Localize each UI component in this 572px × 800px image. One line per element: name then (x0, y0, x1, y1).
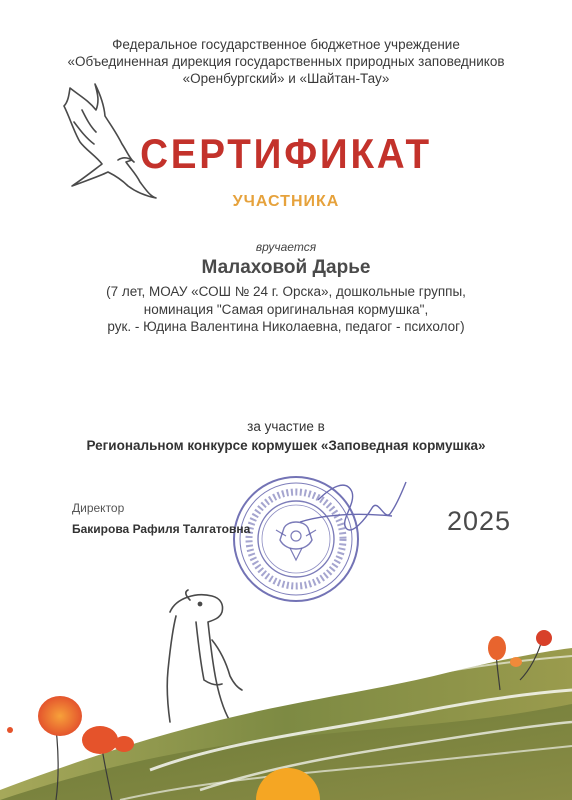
details-line-3: рук. - Юдина Валентина Николаевна, педагог - психолог) (107, 319, 465, 334)
gopher-icon (167, 590, 242, 724)
presented-to-label: вручается (255, 240, 317, 254)
contest-name: Региональном конкурсе кормушек «Заповедная кормушка» (86, 438, 486, 453)
organization-line-3: «Оренбургский» и «Шайтан-Тау» (182, 71, 390, 86)
organization-line-2: «Объединенная дирекция государственных природных заповедников (67, 54, 505, 69)
details-line-1: (7 лет, МОАУ «СОШ № 24 г. Орска», дошкольные группы, (106, 284, 466, 299)
official-stamp (234, 477, 358, 601)
signatory-role: Директор (72, 501, 125, 515)
certificate-subtitle: УЧАСТНИКА (232, 193, 340, 210)
recipient-details (0, 283, 572, 336)
signatory-name: Бакирова Рафиля Талгатовна (72, 522, 251, 536)
certificate-year: 2025 (447, 506, 512, 536)
organization-header (0, 36, 572, 87)
organization-line-1: Федеральное государственное бюджетное учреждение (112, 37, 460, 52)
details-line-2: номинация "Самая оригинальная кормушка", (143, 301, 429, 317)
participation-label: за участие в (247, 419, 325, 434)
recipient-name: Малаховой Дарье (201, 257, 371, 278)
certificate-title: СЕРТИФИКАТ (140, 130, 432, 177)
